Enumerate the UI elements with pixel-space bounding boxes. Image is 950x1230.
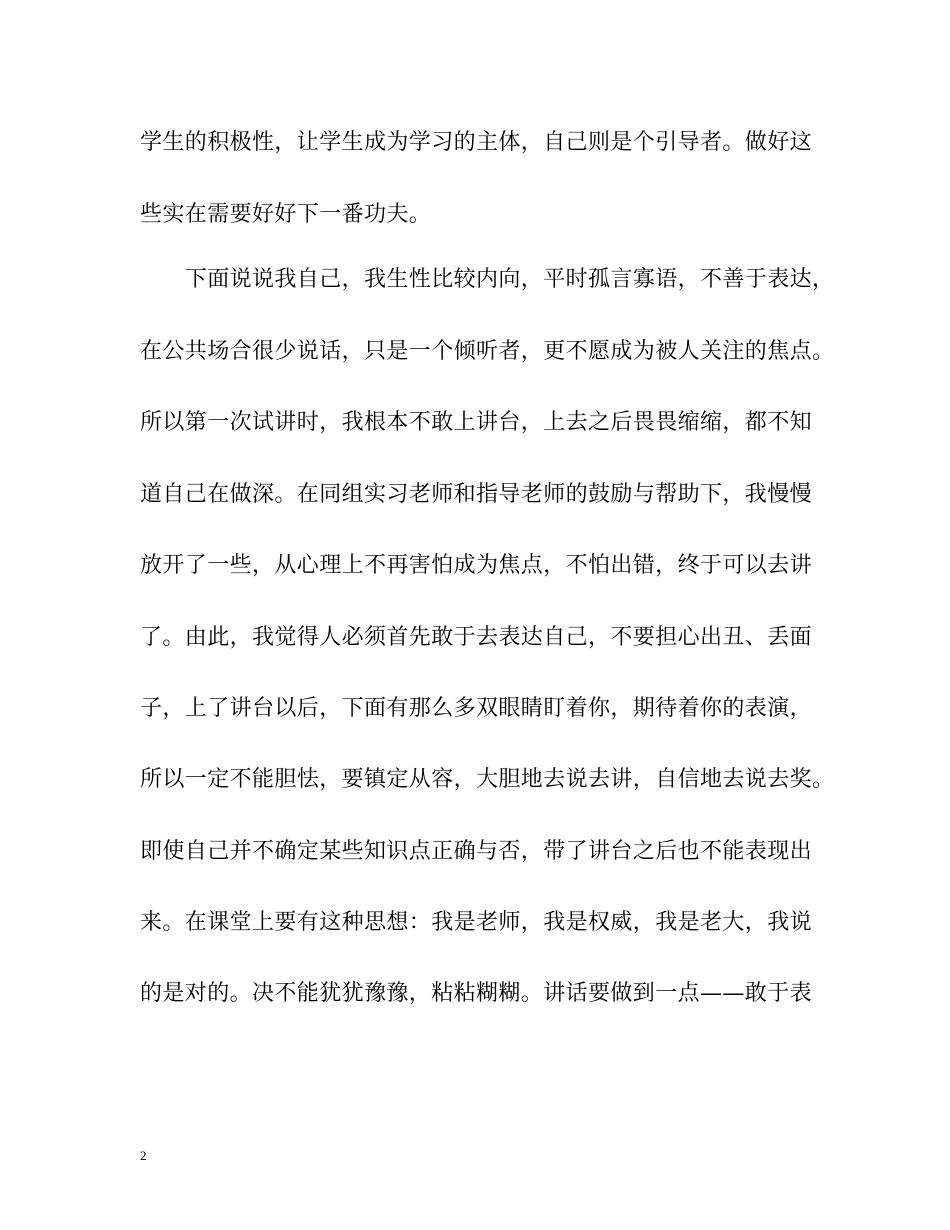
text-line: 了。由此，我觉得人必须首先敢于去表达自己，不要担心出丑、丢面 — [140, 625, 813, 650]
text-line: 道自己在做深。在同组实习老师和指导老师的鼓励与帮助下，我慢慢 — [140, 482, 813, 507]
text-line: 学生的积极性，让学生成为学习的主体，自己则是个引导者。做好这 — [140, 130, 813, 155]
text-line: 子，上了讲台以后，下面有那么多双眼睛盯着你，期待着你的表演， — [140, 696, 813, 721]
page-number: 2 — [140, 1148, 147, 1163]
text-line: 所以一定不能胆怯，要镇定从容，大胆地去说去讲，自信地去说去奖。 — [140, 767, 835, 792]
text-line: 放开了一些，从心理上不再害怕成为焦点，不怕出错，终于可以去讲 — [140, 553, 813, 578]
text-line: 即使自己并不确定某些知识点正确与否，带了讲台之后也不能表现出 — [140, 839, 813, 864]
text-line: 下面说说我自己，我生性比较内向，平时孤言寡语，不善于表达， — [140, 267, 835, 292]
text-line: 的是对的。决不能犹犹豫豫，粘粘糊糊。讲话要做到一点——敢于表 — [140, 981, 813, 1006]
text-line: 来。在课堂上要有这种思想：我是老师，我是权威，我是老大，我说 — [140, 910, 813, 935]
text-line: 在公共场合很少说话，只是一个倾听者，更不愿成为被人关注的焦点。 — [140, 339, 835, 364]
text-line: 所以第一次试讲时，我根本不敢上讲台，上去之后畏畏缩缩，都不知 — [140, 410, 813, 435]
text-line: 些实在需要好好下一番功夫。 — [140, 202, 432, 227]
